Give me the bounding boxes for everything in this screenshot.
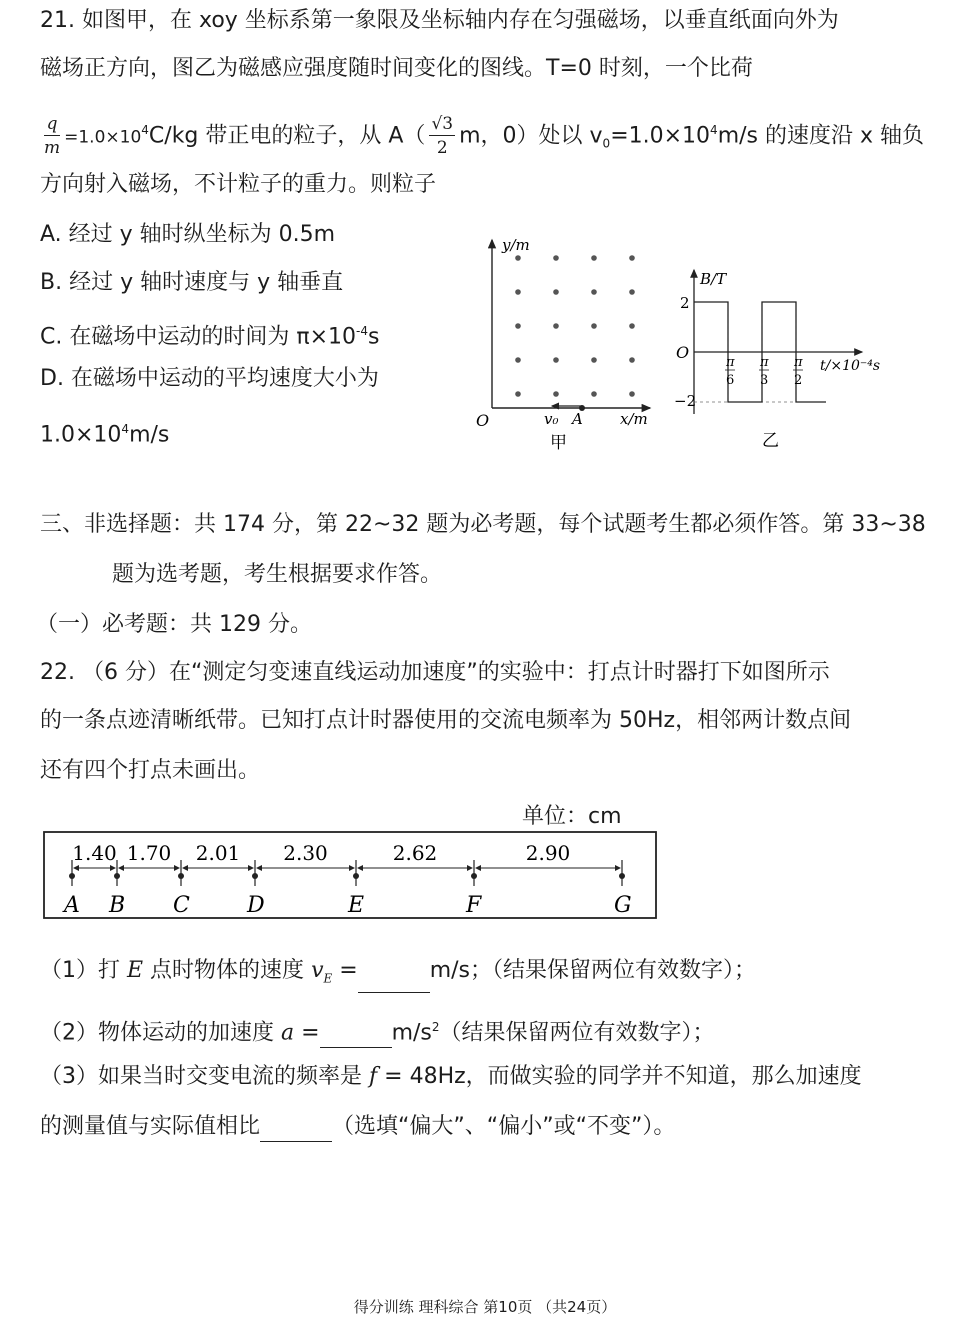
field-dot [591,289,597,295]
svg-text:π: π [760,355,769,370]
tape-distance: 1.70 [126,841,172,865]
x-axis-label: x/m [620,410,648,428]
tape-distance: 2.90 [525,841,571,865]
option-d: D. 在磁场中运动的平均速度大小为 [40,366,379,391]
field-dot [591,255,597,261]
answer-blank-velocity[interactable] [358,970,430,993]
field-dot [591,391,597,397]
field-dot [629,391,635,397]
tape-distance: 2.62 [392,841,438,865]
option-c: C. 在磁场中运动的时间为 $\pi\times 10^{-4}s$ [40,324,380,350]
q22-line3: 还有四个打点未画出。 [40,758,261,783]
field-dot [629,255,635,261]
page-footer: 得分训练 理科综合 第10页 （共24页） [353,1298,617,1316]
tape-label-B: B [109,893,126,918]
option-a: A. 经过 y 轴时纵坐标为 0.5m [40,222,336,247]
caption-jia: 甲 [550,433,567,453]
y-axis-label: y/m [502,236,530,254]
field-dot [553,357,559,363]
origin-label: O [676,343,690,362]
svg-text:3: 3 [760,373,769,388]
tick-label-pos: 2 [680,294,690,312]
q22-line2: 的一条点迹清晰纸带。已知打点计时器使用的交流电频率为 50Hz，相邻两计数点间 [40,708,852,733]
figure-yi [670,264,900,454]
section3-sub1: （一）必考题：共 129 分。 [36,612,312,637]
tape-label-F: F [466,893,482,918]
tape-unit: 单位：cm [522,804,622,829]
tape-label-A: A [64,893,80,918]
q22-line1: 22. （6 分）在“测定匀变速直线运动加速度”的实验中：打点计时器打下如图所示 [40,660,830,685]
v0-label: v₀ [544,410,559,428]
tick-label-pi-2 [793,355,803,388]
charge-mass-ratio: $\frac{q}{m}$ [44,114,61,159]
tape-distance: 1.40 [72,841,117,865]
svg-text:2: 2 [794,373,803,388]
option-d-continued: $1.0\times 10^4m/s$ [40,422,170,448]
q21-line2: 磁场正方向，图乙为磁感应强度随时间变化的图线。T=0 时刻，一个比荷 [40,56,753,81]
field-dot [553,255,559,261]
q21-line1: 21. 如图甲，在 xoy 坐标系第一象限及坐标轴内存在匀强磁场，以垂直纸面向外为 [40,8,839,33]
field-dot [591,323,597,329]
point-a-label: A [572,410,583,428]
q22-part2: （2）物体运动的加速度 $a = m/s^2$（结果保留两位有效数字）； [40,1012,715,1048]
tick-label-neg: −2 [674,392,697,410]
tick-label-pi-6 [725,355,735,388]
origin-label: O [476,411,490,430]
figure-jia [470,234,660,456]
paper-tape [42,830,660,922]
field-dot [515,391,521,397]
field-dot [553,289,559,295]
field-dot [553,323,559,329]
field-dot [553,391,559,397]
field-dot [629,357,635,363]
answer-blank-acceleration[interactable] [320,1025,392,1048]
tape-distance: 2.01 [195,841,241,865]
tape-label-E: E [348,893,365,918]
tape-label-C: C [173,893,190,918]
field-dot [515,289,521,295]
q22-part3: （3）如果当时交变电流的频率是 f = 48Hz，而做实验的同学并不知道，那么加速度 [40,1064,862,1089]
tape-label-G: G [614,893,632,918]
field-dot [515,323,521,329]
field-dot [515,255,521,261]
answer-blank-comparison[interactable] [260,1119,332,1142]
section3-line2: 题为选考题，考生根据要求作答。 [112,562,443,587]
section3-line1: 三、非选择题：共 174 分，第 22~32 题为必考题，每个试题考生都必须作答。第 33~38 [40,512,926,537]
q22-part3-continued: 的测量值与实际值相比 （选填“偏大”、“偏小”或“不变”）。 [40,1112,675,1142]
field-dots [515,255,660,397]
svg-text:π: π [794,355,803,370]
t-axis-label: t/×10⁻⁴s [820,358,881,374]
tick-label-pi-3 [759,355,769,388]
point-a-coordinate: $\frac{√3}{2}$ [431,114,454,159]
tape-label-D: D [247,893,265,918]
svg-text:π: π [726,355,735,370]
field-dot [591,357,597,363]
caption-yi: 乙 [762,431,779,451]
b-axis-label: B/T [700,270,727,288]
q22-part1: （1）打 E 点时物体的速度 $v_E = m/s$；（结果保留两位有效数字）； [40,956,756,993]
q21-line4: 方向射入磁场，不计粒子的重力。则粒子 [40,172,437,197]
svg-text:6: 6 [726,373,735,388]
option-b: B. 经过 y 轴时速度与 y 轴垂直 [40,270,344,295]
field-dot [629,323,635,329]
field-dot [515,357,521,363]
q21-line3: $\frac{q}{m}$ $=1.0\times 10^4C/kg$ 带正电的粒子，从 A（ $\frac{√3}{2}$ m，0）处以 $v_0=1.0\times 10^4m/s$ 的速度沿 x 轴负 [44,114,924,159]
tape-distance: 2.30 [283,841,328,865]
field-dot [629,289,635,295]
